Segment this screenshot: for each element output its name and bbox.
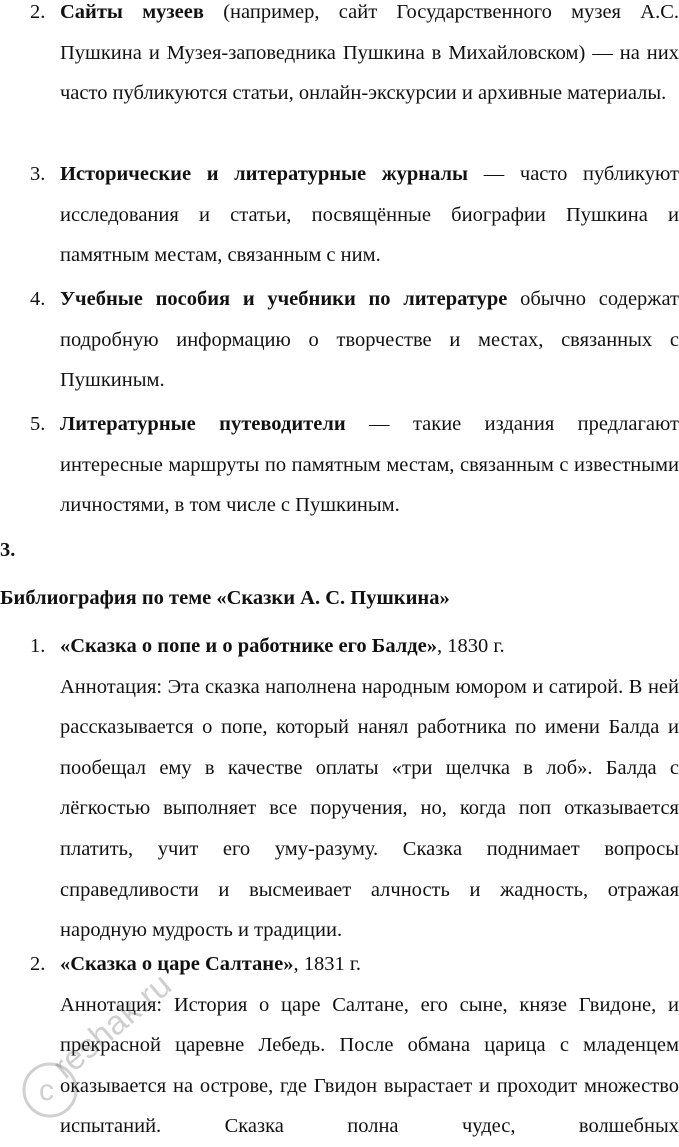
list-number: 5. <box>30 413 46 435</box>
list-item-text <box>60 626 679 951</box>
item-description: обычно содержат подробную информацию о творчестве и местах, связанных с Пушкиным. <box>60 288 679 392</box>
item-title: «Сказка о попе и о работнике его Балде» <box>60 635 438 657</box>
item-title: «Сказка о царе Салтане» <box>60 953 294 975</box>
list-item-text <box>60 154 679 276</box>
item-year: , 1830 г. <box>437 635 505 657</box>
watermark-copyright-glyph: c <box>39 1074 54 1107</box>
item-year: , 1831 г. <box>293 953 362 975</box>
item-description: — часто публикуют исследования и статьи, посвящённые биографии Пушкина и памятным местам, связанным с ним. <box>60 163 679 267</box>
list-number: 2. <box>30 1 46 23</box>
list-number: 4. <box>30 288 46 310</box>
item-title: Сайты музеев <box>60 1 204 23</box>
annotation: Аннотация: Эта сказка наполнена народным юмором и сатирой. В ней рассказывается о попе, который нанял работника по имени Балда и пообещал ему в качестве оплаты «три щелчка в лоб». Балда с лёгкостью выполняет все поручения, но, когда поп отказывается платить, учит его уму-разуму. Сказка поднимает вопросы справедливости и высмеивает алчность и жадность, отражая народную мудрость и традиции. <box>60 675 679 942</box>
list-item-text <box>60 404 679 526</box>
list-number: 1. <box>30 635 46 657</box>
list-number: 2. <box>30 953 46 975</box>
list-item-text <box>60 944 679 1147</box>
list-item-text <box>60 279 679 401</box>
annotation: Аннотация: История о царе Салтане, его сыне, князе Гвидоне, и прекрасной царевне Лебедь. После обмана царица с младенцем оказывается на острове, где Гвидон вырастает и проходит множество испытаний. Сказка полна чудес, волшебных <box>60 993 679 1138</box>
item-title: Исторические и литературные журналы <box>60 163 469 185</box>
item-title: Учебные пособия и учебники по литературе <box>60 288 508 310</box>
section-heading: Библиография по теме «Сказки А. С. Пушкина» <box>0 587 450 609</box>
item-description: — такие издания предлагают интересные маршруты по памятным местам, связанным с известными личностями, в том числе с Пушкиным. <box>60 413 679 517</box>
watermark-text: reshak.ru <box>45 965 179 1087</box>
item-description: (например, сайт Государственного музея А.С. Пушкина и Музея-заповедника Пушкина в Михайловском) — на них часто публикуются статьи, онлайн-экскурсии и архивные материалы. <box>60 1 679 105</box>
item-title: Литературные путеводители <box>60 413 346 435</box>
section-number: 3. <box>0 539 16 561</box>
list-item-text <box>60 0 679 114</box>
list-number: 3. <box>30 163 46 185</box>
